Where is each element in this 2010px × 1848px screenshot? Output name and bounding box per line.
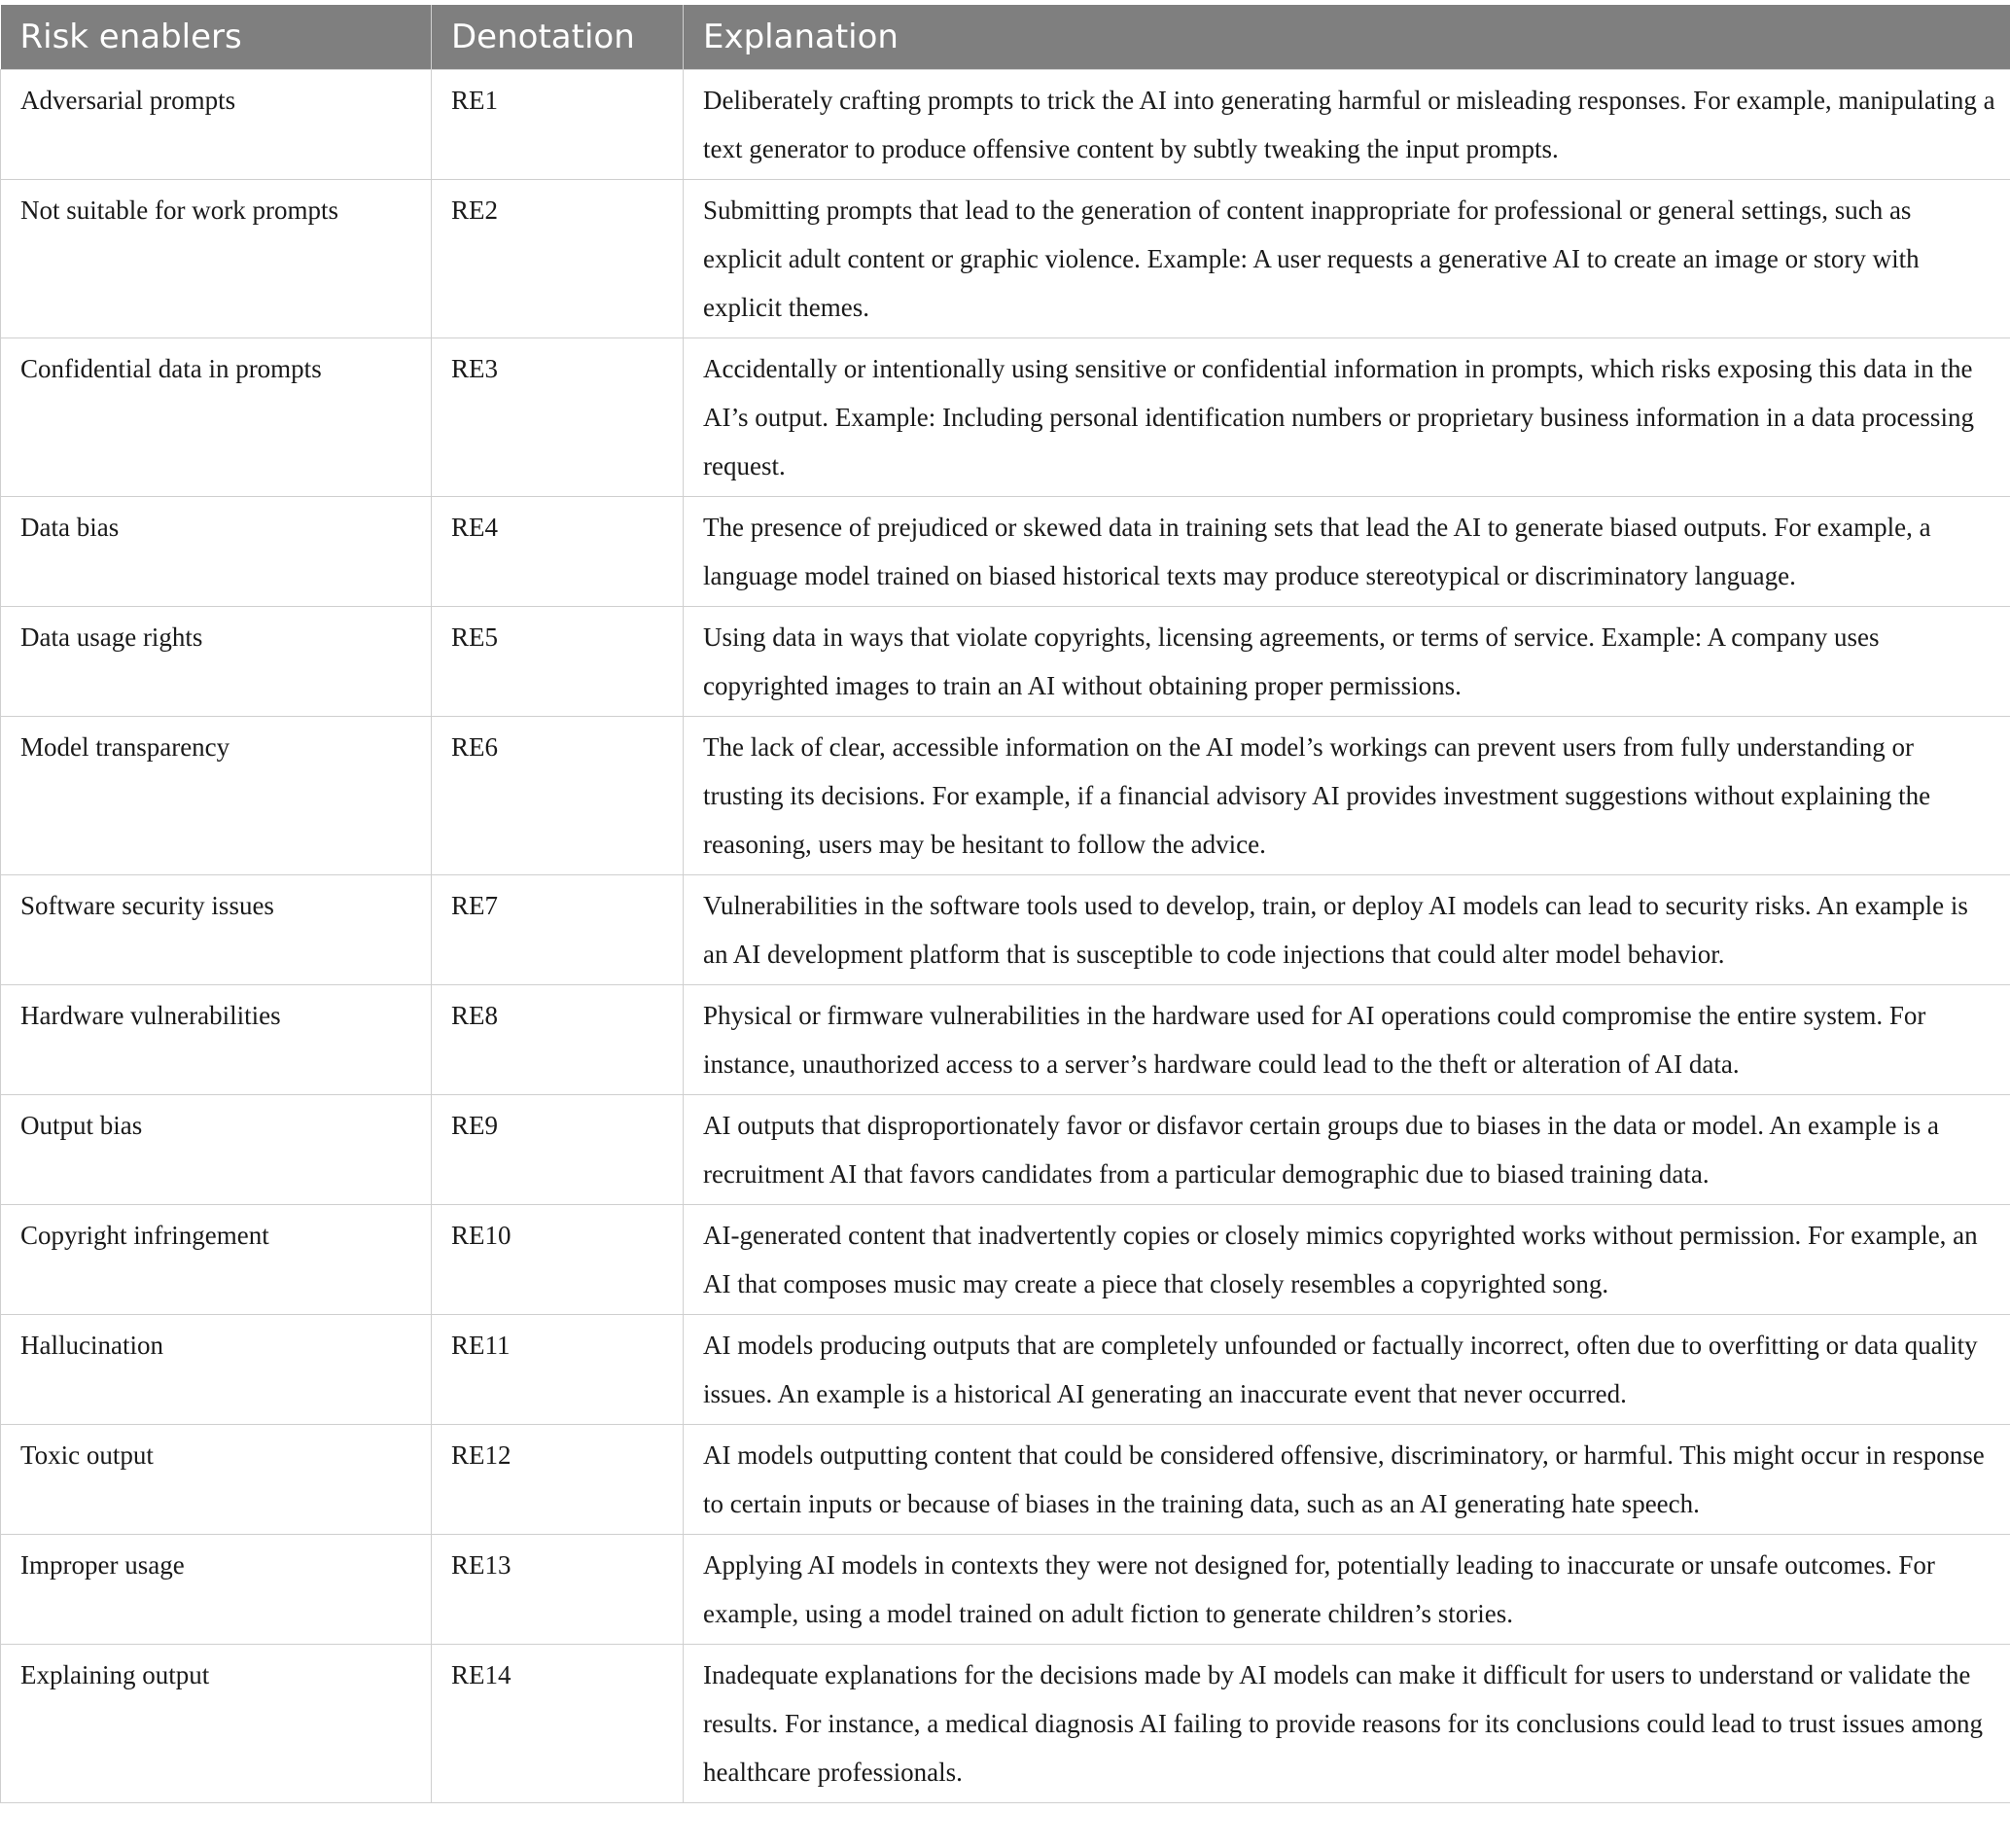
table-header: [1, 5, 2010, 70]
denotation-cell: RE7: [432, 875, 684, 985]
risk-enabler-cell: Data usage rights: [1, 607, 432, 717]
risk-enabler-cell: Explaining output: [1, 1645, 432, 1803]
risk-enabler-cell: Confidential data in prompts: [1, 338, 432, 497]
risk-enabler-cell: Hallucination: [1, 1315, 432, 1425]
explanation-cell: Physical or firmware vulnerabilities in the hardware used for AI operations could compromise the entire system. For instance, unauthorized access to a server’s hardware could lead to the theft or alteration of AI data.: [684, 985, 2010, 1095]
table-row: [1, 338, 2010, 497]
denotation-cell: RE8: [432, 985, 684, 1095]
explanation-cell: Using data in ways that violate copyrights, licensing agreements, or terms of service. Example: A company uses copyrighted images to train an AI without obtaining proper permissions.: [684, 607, 2010, 717]
risk-enabler-cell: Hardware vulnerabilities: [1, 985, 432, 1095]
risk-enablers-table: [0, 5, 2010, 1803]
denotation-cell: RE9: [432, 1095, 684, 1205]
explanation-cell: Vulnerabilities in the software tools used to develop, train, or deploy AI models can lead to security risks. An example is an AI development platform that is susceptible to code injections that could alter model behavior.: [684, 875, 2010, 985]
explanation-cell: Submitting prompts that lead to the generation of content inappropriate for professional or general settings, such as explicit adult content or graphic violence. Example: A user requests a generative AI to create an image or story with explicit themes.: [684, 180, 2010, 338]
table-row: [1, 1645, 2010, 1803]
risk-enabler-cell: Not suitable for work prompts: [1, 180, 432, 338]
risk-enabler-cell: Toxic output: [1, 1425, 432, 1535]
table-body: [1, 70, 2010, 1803]
explanation-cell: Accidentally or intentionally using sensitive or confidential information in prompts, which risks exposing this data in the AI’s output. Example: Including personal identification numbers or proprietary business information in a data processing request.: [684, 338, 2010, 497]
explanation-cell: The lack of clear, accessible information on the AI model’s workings can prevent users from fully understanding or trusting its decisions. For example, if a financial advisory AI provides investment suggestions without explaining the reasoning, users may be hesitant to follow the advice.: [684, 717, 2010, 875]
explanation-cell: AI-generated content that inadvertently copies or closely mimics copyrighted works without permission. For example, an AI that composes music may create a piece that closely resembles a copyrighted song.: [684, 1205, 2010, 1315]
explanation-cell: The presence of prejudiced or skewed data in training sets that lead the AI to generate biased outputs. For example, a language model trained on biased historical texts may produce stereotypical or discriminatory language.: [684, 497, 2010, 607]
risk-enabler-cell: Data bias: [1, 497, 432, 607]
table-row: [1, 1315, 2010, 1425]
header-row: [1, 5, 2010, 70]
risk-enabler-cell: Output bias: [1, 1095, 432, 1205]
denotation-cell: RE6: [432, 717, 684, 875]
table-row: [1, 1205, 2010, 1315]
risk-enabler-cell: Copyright infringement: [1, 1205, 432, 1315]
denotation-cell: RE11: [432, 1315, 684, 1425]
denotation-cell: RE5: [432, 607, 684, 717]
explanation-cell: Inadequate explanations for the decisions made by AI models can make it difficult for users to understand or validate the results. For instance, a medical diagnosis AI failing to provide reasons for its conclusions could lead to trust issues among healthcare professionals.: [684, 1645, 2010, 1803]
table-row: [1, 70, 2010, 180]
denotation-cell: RE2: [432, 180, 684, 338]
table-row: [1, 985, 2010, 1095]
risk-enabler-cell: Software security issues: [1, 875, 432, 985]
table-row: [1, 180, 2010, 338]
denotation-cell: RE10: [432, 1205, 684, 1315]
table-row: [1, 1095, 2010, 1205]
risk-enabler-cell: Adversarial prompts: [1, 70, 432, 180]
table-row: [1, 875, 2010, 985]
header-risk-enablers: Risk enablers: [1, 5, 432, 70]
table-row: [1, 1535, 2010, 1645]
denotation-cell: RE4: [432, 497, 684, 607]
denotation-cell: RE3: [432, 338, 684, 497]
risk-enabler-cell: Improper usage: [1, 1535, 432, 1645]
denotation-cell: RE13: [432, 1535, 684, 1645]
explanation-cell: Deliberately crafting prompts to trick the AI into generating harmful or misleading responses. For example, manipulating a text generator to produce offensive content by subtly tweaking the input prompts.: [684, 70, 2010, 180]
denotation-cell: RE12: [432, 1425, 684, 1535]
header-explanation: Explanation: [684, 5, 2010, 70]
explanation-cell: Applying AI models in contexts they were not designed for, potentially leading to inaccurate or unsafe outcomes. For example, using a model trained on adult fiction to generate children’s stories.: [684, 1535, 2010, 1645]
table-row: [1, 497, 2010, 607]
table-row: [1, 717, 2010, 875]
denotation-cell: RE14: [432, 1645, 684, 1803]
risk-enabler-cell: Model transparency: [1, 717, 432, 875]
explanation-cell: AI outputs that disproportionately favor or disfavor certain groups due to biases in the data or model. An example is a recruitment AI that favors candidates from a particular demographic due to biased training data.: [684, 1095, 2010, 1205]
header-denotation: Denotation: [432, 5, 684, 70]
table-row: [1, 607, 2010, 717]
explanation-cell: AI models producing outputs that are completely unfounded or factually incorrect, often due to overfitting or data quality issues. An example is a historical AI generating an inaccurate event that never occurred.: [684, 1315, 2010, 1425]
explanation-cell: AI models outputting content that could be considered offensive, discriminatory, or harmful. This might occur in response to certain inputs or because of biases in the training data, such as an AI generating hate speech.: [684, 1425, 2010, 1535]
table-row: [1, 1425, 2010, 1535]
denotation-cell: RE1: [432, 70, 684, 180]
